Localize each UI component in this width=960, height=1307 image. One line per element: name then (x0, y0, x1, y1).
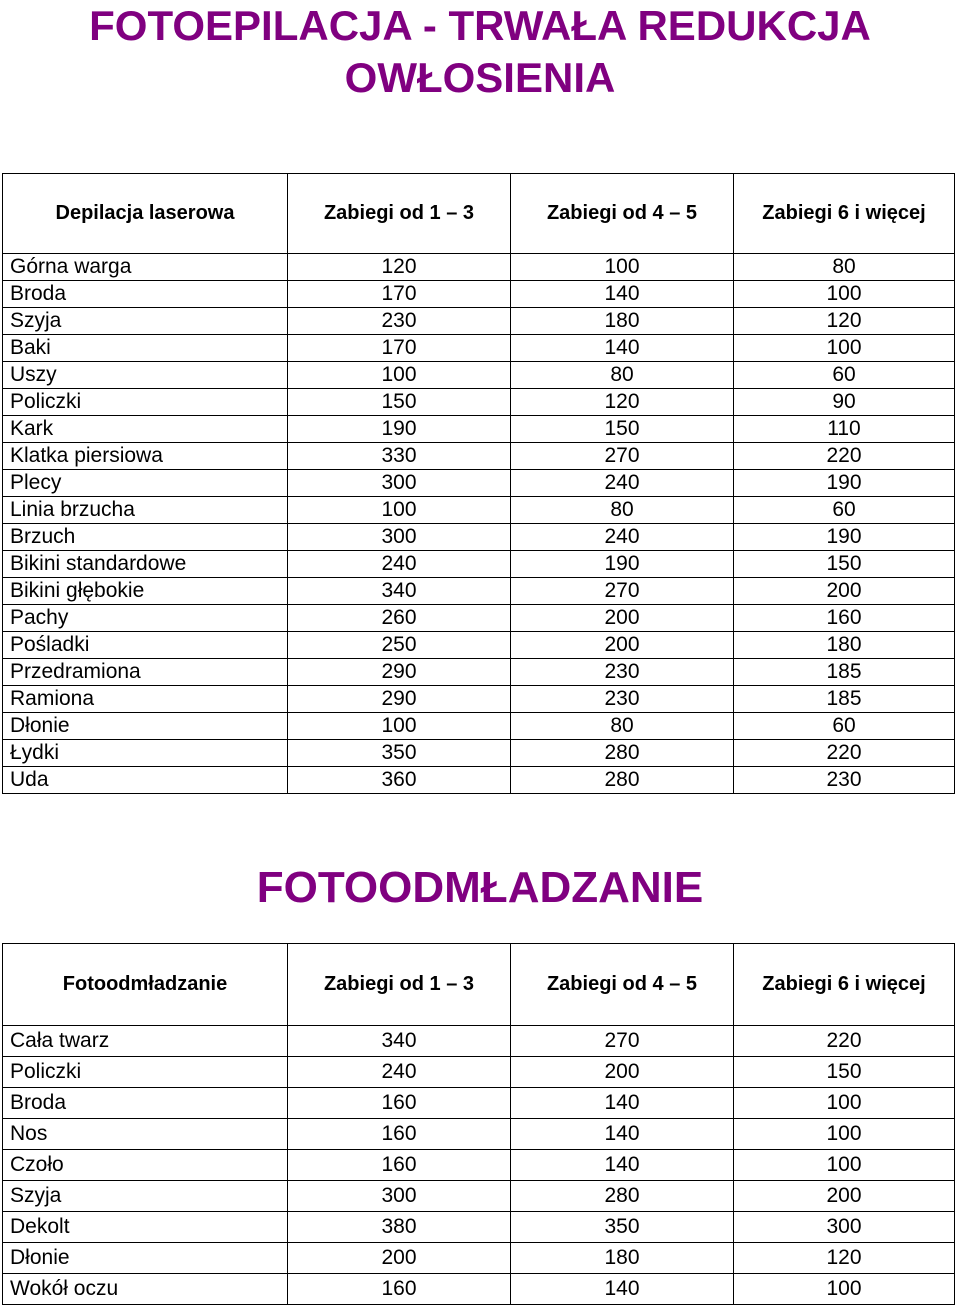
row-label: Baki (3, 335, 288, 362)
price-sessions-1-3: 170 (288, 281, 511, 308)
price-sessions-6-plus: 185 (734, 686, 955, 713)
price-sessions-4-5: 140 (511, 1088, 734, 1119)
price-sessions-4-5: 80 (511, 362, 734, 389)
price-sessions-1-3: 120 (288, 254, 511, 281)
price-sessions-4-5: 270 (511, 1026, 734, 1057)
table-row (3, 335, 955, 362)
price-sessions-4-5: 230 (511, 686, 734, 713)
table-row (3, 1088, 955, 1119)
price-sessions-1-3: 150 (288, 389, 511, 416)
row-label: Cała twarz (3, 1026, 288, 1057)
table-row (3, 389, 955, 416)
row-label: Policzki (3, 1057, 288, 1088)
row-label: Uszy (3, 362, 288, 389)
row-label: Pośladki (3, 632, 288, 659)
price-sessions-4-5: 140 (511, 281, 734, 308)
table-row (3, 713, 955, 740)
column-header-sessions-4-5: Zabiegi od 4 – 5 (511, 174, 734, 254)
price-sessions-1-3: 230 (288, 308, 511, 335)
column-header-treatment: Fotoodmładzanie (3, 944, 288, 1026)
price-sessions-4-5: 80 (511, 497, 734, 524)
column-header-sessions-4-5: Zabiegi od 4 – 5 (511, 944, 734, 1026)
price-sessions-4-5: 200 (511, 1057, 734, 1088)
row-label: Policzki (3, 389, 288, 416)
column-header-sessions-6-plus: Zabiegi 6 i więcej (734, 944, 955, 1026)
price-sessions-6-plus: 100 (734, 1119, 955, 1150)
price-sessions-1-3: 200 (288, 1243, 511, 1274)
row-label: Przedramiona (3, 659, 288, 686)
photo-rejuvenation-price-table (2, 943, 955, 1305)
row-label: Łydki (3, 740, 288, 767)
row-label: Pachy (3, 605, 288, 632)
price-sessions-4-5: 240 (511, 524, 734, 551)
table-row (3, 1150, 955, 1181)
price-sessions-1-3: 100 (288, 362, 511, 389)
price-sessions-1-3: 360 (288, 767, 511, 794)
price-sessions-1-3: 380 (288, 1212, 511, 1243)
price-sessions-6-plus: 100 (734, 1150, 955, 1181)
price-sessions-6-plus: 100 (734, 1274, 955, 1305)
price-sessions-1-3: 160 (288, 1274, 511, 1305)
price-sessions-6-plus: 300 (734, 1212, 955, 1243)
price-sessions-6-plus: 100 (734, 1088, 955, 1119)
price-sessions-4-5: 270 (511, 443, 734, 470)
price-sessions-4-5: 80 (511, 713, 734, 740)
price-sessions-6-plus: 60 (734, 497, 955, 524)
price-sessions-1-3: 170 (288, 335, 511, 362)
row-label: Kark (3, 416, 288, 443)
row-label: Szyja (3, 308, 288, 335)
price-sessions-1-3: 250 (288, 632, 511, 659)
price-sessions-6-plus: 120 (734, 1243, 955, 1274)
row-label: Dekolt (3, 1212, 288, 1243)
price-sessions-1-3: 190 (288, 416, 511, 443)
table-row (3, 1119, 955, 1150)
table-header-row (3, 174, 955, 254)
price-sessions-1-3: 160 (288, 1150, 511, 1181)
price-sessions-6-plus: 220 (734, 740, 955, 767)
table-header-row (3, 944, 955, 1026)
price-sessions-4-5: 240 (511, 470, 734, 497)
row-label: Broda (3, 281, 288, 308)
price-sessions-6-plus: 120 (734, 308, 955, 335)
table-row (3, 767, 955, 794)
row-label: Szyja (3, 1181, 288, 1212)
table-row (3, 632, 955, 659)
row-label: Górna warga (3, 254, 288, 281)
table-row (3, 416, 955, 443)
table-row (3, 740, 955, 767)
row-label: Bikini standardowe (3, 551, 288, 578)
price-sessions-1-3: 240 (288, 551, 511, 578)
price-sessions-4-5: 140 (511, 335, 734, 362)
price-sessions-4-5: 200 (511, 632, 734, 659)
price-sessions-6-plus: 100 (734, 281, 955, 308)
table-row (3, 1212, 955, 1243)
row-label: Broda (3, 1088, 288, 1119)
column-header-treatment: Depilacja laserowa (3, 174, 288, 254)
price-sessions-4-5: 100 (511, 254, 734, 281)
row-label: Dłonie (3, 713, 288, 740)
table-row (3, 659, 955, 686)
table-row (3, 1181, 955, 1212)
price-sessions-6-plus: 110 (734, 416, 955, 443)
price-sessions-4-5: 280 (511, 740, 734, 767)
price-sessions-4-5: 140 (511, 1274, 734, 1305)
row-label: Klatka piersiowa (3, 443, 288, 470)
price-sessions-1-3: 300 (288, 524, 511, 551)
table-row (3, 443, 955, 470)
row-label: Brzuch (3, 524, 288, 551)
price-sessions-6-plus: 220 (734, 1026, 955, 1057)
rejuvenation-price-rows (3, 1026, 955, 1305)
table-row (3, 1057, 955, 1088)
row-label: Ramiona (3, 686, 288, 713)
price-sessions-4-5: 200 (511, 605, 734, 632)
price-sessions-4-5: 180 (511, 308, 734, 335)
table-row (3, 1026, 955, 1057)
price-sessions-1-3: 100 (288, 497, 511, 524)
column-header-sessions-6-plus: Zabiegi 6 i więcej (734, 174, 955, 254)
price-sessions-6-plus: 150 (734, 551, 955, 578)
price-sessions-1-3: 240 (288, 1057, 511, 1088)
column-header-sessions-1-3: Zabiegi od 1 – 3 (288, 944, 511, 1026)
table-row (3, 281, 955, 308)
price-sessions-1-3: 350 (288, 740, 511, 767)
price-sessions-1-3: 260 (288, 605, 511, 632)
price-sessions-6-plus: 80 (734, 254, 955, 281)
table-row (3, 362, 955, 389)
price-sessions-6-plus: 60 (734, 362, 955, 389)
laser-hair-removal-price-table (2, 173, 955, 794)
table-row (3, 578, 955, 605)
price-sessions-4-5: 150 (511, 416, 734, 443)
price-sessions-6-plus: 160 (734, 605, 955, 632)
row-label: Dłonie (3, 1243, 288, 1274)
price-sessions-6-plus: 200 (734, 1181, 955, 1212)
price-sessions-6-plus: 90 (734, 389, 955, 416)
price-sessions-6-plus: 60 (734, 713, 955, 740)
price-sessions-4-5: 280 (511, 1181, 734, 1212)
table-row (3, 497, 955, 524)
price-sessions-6-plus: 185 (734, 659, 955, 686)
column-header-sessions-1-3: Zabiegi od 1 – 3 (288, 174, 511, 254)
price-sessions-4-5: 120 (511, 389, 734, 416)
price-sessions-4-5: 140 (511, 1150, 734, 1181)
page-title-fotoepilacja: FOTOEPILACJA - TRWAŁA REDUKCJA OWŁOSIENIA (89, 2, 871, 101)
price-sessions-4-5: 180 (511, 1243, 734, 1274)
table-row (3, 524, 955, 551)
table-row (3, 470, 955, 497)
row-label: Nos (3, 1119, 288, 1150)
row-label: Uda (3, 767, 288, 794)
price-sessions-1-3: 330 (288, 443, 511, 470)
price-sessions-6-plus: 190 (734, 470, 955, 497)
table-row (3, 605, 955, 632)
table-row (3, 308, 955, 335)
price-sessions-4-5: 230 (511, 659, 734, 686)
price-sessions-6-plus: 150 (734, 1057, 955, 1088)
table-row (3, 686, 955, 713)
price-sessions-1-3: 340 (288, 578, 511, 605)
table-row (3, 1274, 955, 1305)
price-sessions-6-plus: 220 (734, 443, 955, 470)
price-sessions-4-5: 270 (511, 578, 734, 605)
row-label: Bikini głębokie (3, 578, 288, 605)
price-sessions-4-5: 140 (511, 1119, 734, 1150)
row-label: Czoło (3, 1150, 288, 1181)
price-sessions-1-3: 290 (288, 686, 511, 713)
price-sessions-1-3: 300 (288, 470, 511, 497)
row-label: Linia brzucha (3, 497, 288, 524)
price-sessions-6-plus: 180 (734, 632, 955, 659)
price-sessions-1-3: 340 (288, 1026, 511, 1057)
table-row (3, 551, 955, 578)
row-label: Plecy (3, 470, 288, 497)
price-sessions-4-5: 280 (511, 767, 734, 794)
price-sessions-1-3: 100 (288, 713, 511, 740)
price-sessions-1-3: 300 (288, 1181, 511, 1212)
table-row (3, 1243, 955, 1274)
section-title-fotoodmladzanie: FOTOODMŁADZANIE (256, 863, 704, 912)
price-sessions-6-plus: 100 (734, 335, 955, 362)
price-sessions-6-plus: 190 (734, 524, 955, 551)
laser-price-rows (3, 254, 955, 794)
price-sessions-1-3: 160 (288, 1088, 511, 1119)
price-sessions-6-plus: 200 (734, 578, 955, 605)
price-sessions-4-5: 190 (511, 551, 734, 578)
price-sessions-1-3: 160 (288, 1119, 511, 1150)
price-sessions-1-3: 290 (288, 659, 511, 686)
price-sessions-4-5: 350 (511, 1212, 734, 1243)
table-row (3, 254, 955, 281)
row-label: Wokół oczu (3, 1274, 288, 1305)
price-sessions-6-plus: 230 (734, 767, 955, 794)
